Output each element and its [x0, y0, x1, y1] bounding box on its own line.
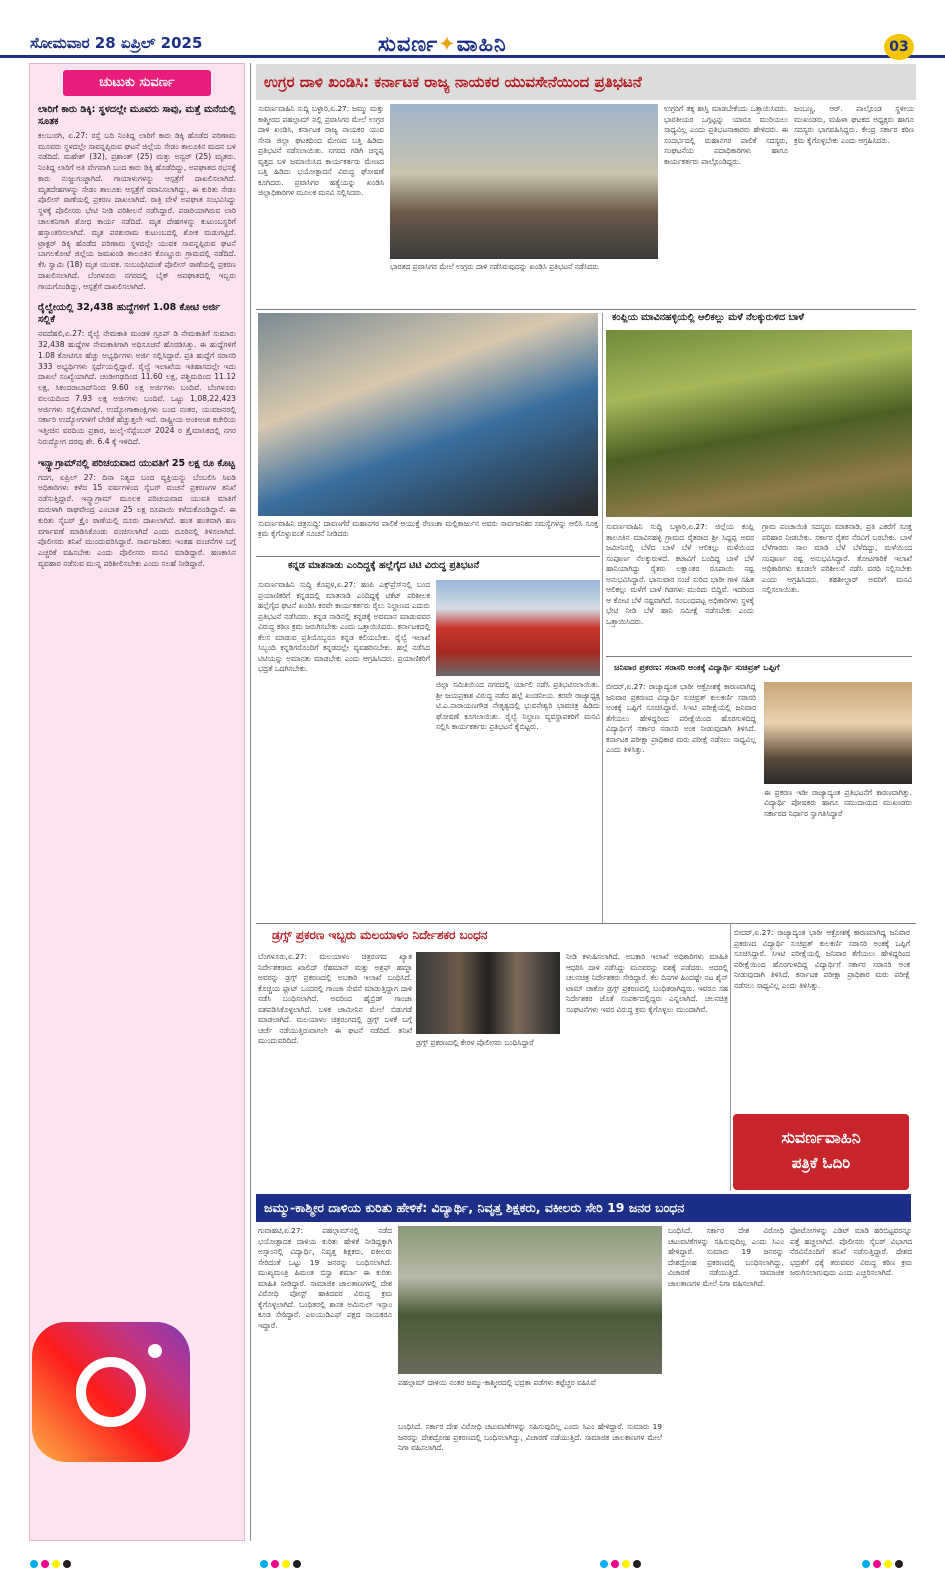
- commissioner-caption: ಸುವರ್ಣವಾಹಿನಿ ಚಿತ್ರಸುದ್ದಿ: ದಾವಣಗೆರೆ ಮಹಾನಗರ ಪಾಲಿಕೆ ಆಯುಕ್ತೆ ರೇಣುಕಾ ಮಲ್ಲಿಕಾರ್ಜುನ ಅವರು ಸಾರ್ವಜನಿಕರ ಸಮಸ್ಯೆಗಳನ್ನು ಆಲಿಸಿ ಸೂಕ್ತ ಕ್ರಮ ಕೈಗೊಳ್ಳುವಂತೆ ಸೂಚನೆ ನೀಡಿದರು: [258, 519, 598, 539]
- student-headline: ಜನಿವಾರ ಪ್ರಕರಣ: ಸರಾಸರಿ ಅಂಕಕ್ಕೆ ವಿದ್ಯಾರ್ಥಿ ಸುಚಿವ್ರತ್ ಒಪ್ಪಿಗೆ: [614, 662, 780, 672]
- briefs-column: [29, 63, 245, 1541]
- instagram-lens: [76, 1357, 146, 1427]
- brief-headline: ಲಾರಿಗೆ ಕಾರು ಡಿಕ್ಕಿ: ಸ್ಥಳದಲ್ಲೇ ಮೂವರು ಸಾವು, ಮತ್ತೆ ಮನೆಯಲ್ಲಿ ಸೂತಕ: [38, 104, 236, 127]
- kashmir-column-1: ಗುವಾಹಟಿ,ಏ.27: ಪಹಲ್ಗಾಮ್‌ನಲ್ಲಿ ನಡೆದ ಭಯೋತ್ಪಾದಕ ದಾಳಿಯ ಕುರಿತು ಹೇಳಿಕೆ ನೀಡಿದ್ದಕ್ಕಾಗಿ ಅಸ್ಸಾಂನಲ್ಲಿ ವಿದ್ಯಾರ್ಥಿ, ನಿವೃತ್ತ ಶಿಕ್ಷಕರು, ವಕೀಲರು ಸೇರಿದಂತೆ ಒಟ್ಟು 19 ಜನರನ್ನು ಬಂಧಿಸಲಾಗಿದೆ. ಮುಖ್ಯಮಂತ್ರಿ ಹಿಮಂತ ಬಿಸ್ವಾ ಶರ್ಮಾ ಈ ಕುರಿತು ಮಾಹಿತಿ ನೀಡಿದ್ದಾರೆ. ಸಾಮಾಜಿಕ ಜಾಲತಾಣಗಳಲ್ಲಿ ದೇಶ ವಿರೋಧಿ ಪೋಸ್ಟ್ ಹಾಕಿದವರ ವಿರುದ್ಧ ಕ್ರಮ ಕೈಗೊಳ್ಳಲಾಗಿದೆ. ಬಂಧಿತರಲ್ಲಿ ಶಾಸಕ ಅಮಿನುಲ್ ಇಸ್ಲಾಂ ಕೂಡ ಸೇರಿದ್ದಾರೆ. ಎಐಯುಡಿಎಫ್ ಪಕ್ಷದ ನಾಯಕರೂ ಇದ್ದಾರೆ.: [258, 1226, 392, 1330]
- kashmir-column-3: ಫೋಟೋಗಳನ್ನು ಎಡಿಟ್ ಮಾಡಿ ಹರಿಬಿಟ್ಟವರನ್ನೂ ಪತ್ತೆ ಹಚ್ಚಲಾಗಿದೆ. ಪೊಲೀಸರು ಸೈಬರ್ ವಿಭಾಗದ ನೆರವಿನೊಂದಿಗೆ ತನಿಖೆ ನಡೆಸುತ್ತಿದ್ದಾರೆ. ದೇಶದ ಭದ್ರತೆಗೆ ಧಕ್ಕೆ ತರುವವರ ವಿರುದ್ಧ ಕಠಿಣ ಕ್ರಮ ಜರುಗಿಸಲಾಗುವುದು ಎಂದು ಎಚ್ಚರಿಸಲಾಗಿದೆ.: [790, 1226, 912, 1278]
- logo-part-2: ವಾಹಿನಿ: [456, 32, 507, 56]
- directors-photo-caption: ಡ್ರಗ್ಸ್ ಪ್ರಕರಣದಲ್ಲಿ ಕೇರಳ ಪೊಲೀಸರು ಬಂಧಿಸಿದ್ದಾರೆ: [416, 1038, 534, 1047]
- print-registration-marks: [260, 1553, 304, 1563]
- lead-column-1: ಸುವರ್ಣವಾಹಿನಿ ಸುದ್ದಿ ಬಳ್ಳಾರಿ,ಏ.27: ಜಮ್ಮು ಮತ್ತು ಕಾಶ್ಮೀರದ ಪಹಲ್ಗಾಮ್ ನಲ್ಲಿ ಪ್ರವಾಸಿಗರ ಮೇಲೆ ಉಗ್ರರ ದಾಳಿ ಖಂಡಿಸಿ, ಕರ್ನಾಟಕ ರಾಜ್ಯ ನಾಯಕರ ಯುವ ಸೇನಾ ಜಿಲ್ಲಾ ಘಟಕದಿಂದ ಮೇಣದ ಬತ್ತಿ ಹಿಡಿದು ಪ್ರತಿಭಟನೆ ನಡೆಸಲಾಯಿತು. ನಗರದ ಗಡಿಗಿ ಚನ್ನಪ್ಪ ವೃತ್ತದ ಬಳಿ ಜಮಾಯಿಸಿದ ಕಾರ್ಯಕರ್ತರು ಮೇಣದ ಬತ್ತಿ ಹಿಡಿದು ಭಯೋತ್ಪಾದನೆ ವಿರುದ್ಧ ಘೋಷಣೆ ಕೂಗಿದರು. ಪ್ರವಾಸಿಗರ ಹತ್ಯೆಯನ್ನು ಖಂಡಿಸಿ ಜಿಲ್ಲಾಧಿಕಾರಿಗಳ ಮೂಲಕ ಮನವಿ ಸಲ್ಲಿಸಿದರು.: [258, 104, 384, 198]
- protest-photo-caption: ಭಾರತದ ಪ್ರವಾಸಿಗರ ಮೇಲೆ ಉಗ್ರರು ದಾಳಿ ನಡೆಸಿರುವುದನ್ನು ಖಂಡಿಸಿ ಪ್ರತಿಭಟನೆ ನಡೆಸಿದರು: [390, 262, 599, 271]
- brief-headline: ಇನ್ಸ್ಟಾಗ್ರಾಮ್‌ನಲ್ಲಿ ಪರಿಚಯವಾದ ಯುವತಿಗೆ 25 ಲಕ್ಷ ರೂ ಕೊಟ್ಟ: [38, 457, 235, 469]
- directors-photo: [416, 952, 560, 1034]
- kashmir-column-continued: ಬಂಧಿಸಿದೆ. ಸರ್ಕಾರ ದೇಶ ವಿರೋಧಿ ಚಟುವಟಿಕೆಗಳನ್ನು ಸಹಿಸುವುದಿಲ್ಲ ಎಂದು ಸಿಎಂ ಹೇಳಿದ್ದಾರೆ. ಸುಮಾರು 19 ಜನರನ್ನು ದೇಶದ್ರೋಹ ಪ್ರಕರಣದಲ್ಲಿ ಬಂಧಿಸಲಾಗಿದ್ದು, ವಿಚಾರಣೆ ನಡೆಯುತ್ತಿದೆ. ಸಾಮಾಜಿಕ ಜಾಲತಾಣಗಳ ಮೇಲೆ ನಿಗಾ ವಹಿಸಲಾಗಿದೆ.: [398, 1422, 662, 1453]
- section-rule: [256, 556, 600, 557]
- student-column: ಬೀದರ್,ಏ.27: ರಾಜ್ಯಾದ್ಯಂತ ಭಾರೀ ಆಕ್ರೋಶಕ್ಕೆ ಕಾರಣವಾಗಿದ್ದ ಜನಿವಾರ ಪ್ರಕರಣದ ವಿದ್ಯಾರ್ಥಿ ಸುಚಿವ್ರತ್ ಕುಲಕರ್ಣಿ ಸರಾಸರಿ ಅಂಕಕ್ಕೆ ಒಪ್ಪಿಗೆ ಸೂಚಿಸಿದ್ದಾರೆ. ಸಿಇಟಿ ಪರೀಕ್ಷೆಯಲ್ಲಿ ಜನಿವಾರ ತೆಗೆಯಲು ಹೇಳಿದ್ದರಿಂದ ಪರೀಕ್ಷೆಯಿಂದ ಹೊರಗುಳಿದಿದ್ದ ವಿದ್ಯಾರ್ಥಿಗೆ ಸರ್ಕಾರ ಸರಾಸರಿ ಅಂಕ ನೀಡುವುದಾಗಿ ತಿಳಿಸಿದೆ. ಕರ್ನಾಟಕ ಪರೀಕ್ಷಾ ಪ್ರಾಧಿಕಾರ ಮರು ಪರೀಕ್ಷೆ ನಡೆಸಲು ಸಾಧ್ಯವಿಲ್ಲ ಎಂದು ತಿಳಿಸಿತ್ತು.: [606, 682, 756, 755]
- banner-line-1: ಸುವರ್ಣವಾಹಿನಿ: [781, 1128, 861, 1147]
- brief-headline: ರೈಲ್ವೇಯಲ್ಲಿ 32,438 ಹುದ್ದೆಗಳಿಗೆ 1.08 ಕೋಟಿ ಅರ್ಜಿ ಸಲ್ಲಿಕೆ: [38, 302, 221, 326]
- drugs-column-2: ನೀಡಿ ಕಳುಹಿಸಲಾಗಿದೆ. ಅಬಕಾರಿ ಇಲಾಖೆ ಅಧಿಕಾರಿಗಳು ಮಾಹಿತಿ ಆಧರಿಸಿ ದಾಳಿ ನಡೆಸಿದ್ದು ಮೂವರನ್ನು ವಶಕ್ಕೆ ಪಡೆದರು. ಅದರಲ್ಲಿ ಚಲನಚಿತ್ರ ನಿರ್ದೇಶಕರು ಸೇರಿದ್ದಾರೆ. ಕೆಲ ದಿನಗಳ ಹಿಂದಷ್ಟೇ ನಟ ಶೈನ್ ಟಾಮ್ ಚಾಕೋ ಡ್ರಗ್ಸ್ ಪ್ರಕರಣದಲ್ಲಿ ಬಂಧಿತರಾಗಿದ್ದರು. ಇವರೂ ಸಹ ನಿರ್ದೇಶಕರ ಜೊತೆ ಸಂಪರ್ಕದಲ್ಲಿದ್ದರು ಎನ್ನಲಾಗಿದೆ. ಚಲನಚಿತ್ರ ಸಂಘಟನೆಗಳು ಇವರ ವಿರುದ್ಧ ಕ್ರಮ ಕೈಗೊಳ್ಳಲು ಮುಂದಾಗಿವೆ.: [566, 952, 728, 1014]
- masthead-bar: [0, 0, 945, 58]
- section-rule: [606, 656, 912, 657]
- lead-column-4: ಜಂಬಣ್ಣ, ಆರ್. ಪಾಲ್ಗೊಂಡ ಸ್ಥಳೀಯ ಮುಖಂಡರು, ಮಹಿಳಾ ಘಟಕದ ಅಧ್ಯಕ್ಷರು ಹಾಗೂ ಸದಸ್ಯರು ಭಾಗವಹಿಸಿದ್ದರು. ಕೇಂದ್ರ ಸರ್ಕಾರ ಕಠಿಣ ಕ್ರಮ ಕೈಗೊಳ್ಳಬೇಕು ಎಂದು ಆಗ್ರಹಿಸಿದರು.: [794, 104, 914, 145]
- lead-column-3: ಉಗ್ರರಿಗೆ ತಕ್ಕ ಶಾಸ್ತಿ ಮಾಡಬೇಕೆಂದು ಒತ್ತಾಯಿಸಿದರು. ಭಾರತೀಯರ ಒಗ್ಗಟ್ಟನ್ನು ಯಾರೂ ಮುರಿಯಲು ಸಾಧ್ಯವಿಲ್ಲ ಎಂದು ಪ್ರತಿಭಟನಾಕಾರರು ಹೇಳಿದರು. ಈ ಸಂದರ್ಭದಲ್ಲಿ ಮಹಾನಗರ ಪಾಲಿಕೆ ಸದಸ್ಯರು, ಸಂಘಟನೆಯ ಪದಾಧಿಕಾರಿಗಳು ಹಾಗೂ ಕಾರ್ಯಕರ್ತರು ಪಾಲ್ಗೊಂಡಿದ್ದರು.: [664, 104, 788, 166]
- drugs-column-1: ಬೆಂಗಳೂರು,ಏ.27: ಮಲಯಾಳಂ ಚಿತ್ರರಂಗದ ಖ್ಯಾತ ನಿರ್ದೇಶಕರಾದ ಖಾಲಿದ್ ರೆಹಮಾನ್ ಮತ್ತು ಅಶ್ರಫ್ ಹಮ್ಜಾ ಅವರನ್ನು ಡ್ರಗ್ಸ್ ಪ್ರಕರಣದಲ್ಲಿ ಅಬಕಾರಿ ಇಲಾಖೆ ಬಂಧಿಸಿದೆ. ಕೊಚ್ಚಿಯ ಫ್ಲಾಟ್ ಒಂದರಲ್ಲಿ ಗಾಂಜಾ ಸೇವನೆ ಮಾಡುತ್ತಿದ್ದಾಗ ದಾಳಿ ನಡೆಸಿ ಬಂಧಿಸಲಾಗಿದೆ. ಅವರಿಂದ ಹೈಬ್ರಿಡ್ ಗಾಂಜಾ ವಶಪಡಿಸಿಕೊಳ್ಳಲಾಗಿದೆ. ಬಳಿಕ ಜಾಮೀನಿನ ಮೇಲೆ ಬಿಡುಗಡೆ ಮಾಡಲಾಗಿದೆ. ಮಲಯಾಳಂ ಚಿತ್ರರಂಗದಲ್ಲಿ ಡ್ರಗ್ಸ್ ಬಳಕೆ ಬಗ್ಗೆ ಚರ್ಚೆ ನಡೆಯುತ್ತಿರುವಾಗಲೇ ಈ ಘಟನೆ ನಡೆದಿದೆ. ತನಿಖೆ ಮುಂದುವರಿದಿದೆ.: [258, 952, 412, 1046]
- brief-story: [30, 100, 244, 298]
- subscribe-banner: [733, 1114, 909, 1190]
- page-number: 03: [884, 34, 914, 60]
- print-registration-marks: [600, 1553, 644, 1563]
- logo-flame-icon: ✦: [438, 32, 457, 56]
- protest-photo: [390, 104, 658, 259]
- brief-story: [30, 298, 244, 453]
- banana-crop-photo: [606, 330, 912, 517]
- newspaper-logo: [378, 32, 507, 57]
- banana-column-1: ಸುವರ್ಣವಾಹಿನಿ ಸುದ್ದಿ ಬಳ್ಳಾರಿ,ಏ.27: ಜಿಲ್ಲೆಯ ಕಂಪ್ಲಿ ತಾಲೂಕಿನ ಮಾವಿನಹಳ್ಳಿ ಗ್ರಾಮದ ರೈತರಾದ ಶ್ರೀ ಸಿದ್ದಪ್ಪ ಅವರ ಜಮೀನಿನಲ್ಲಿ ಬೆಳೆದ ಬಾಳೆ ಬೆಳೆ ಆಲಿಕಲ್ಲು ಮಳೆಯಿಂದ ಸಂಪೂರ್ಣ ನೆಲಕ್ಕುರುಳಿದೆ. ಕಟಾವಿಗೆ ಬಂದಿದ್ದ ಬಾಳೆ ಬೆಳೆ ಹಾನಿಯಾಗಿದ್ದು ರೈತರು ಲಕ್ಷಾಂತರ ರೂಪಾಯಿ ನಷ್ಟ ಅನುಭವಿಸಿದ್ದಾರೆ. ಭಾನುವಾರ ಸಂಜೆ ಸುರಿದ ಭಾರೀ ಗಾಳಿ ಸಹಿತ ಆಲಿಕಲ್ಲು ಮಳೆಗೆ ಬಾಳೆ ಗಿಡಗಳು ಮುರಿದು ಬಿದ್ದಿವೆ. ಇದರಿಂದ ಆ ಕೋಟಿ ಬೆಳೆ ನಷ್ಟವಾಗಿದೆ. ಸಂಬಂಧಪಟ್ಟ ಅಧಿಕಾರಿಗಳು ಸ್ಥಳಕ್ಕೆ ಭೇಟಿ ನೀಡಿ ಬೆಳೆ ಹಾನಿ ಸಮೀಕ್ಷೆ ನಡೆಸಬೇಕು ಎಂದು ಒತ್ತಾಯಿಸಿದರು.: [606, 522, 754, 626]
- student-photo-caption: ಈ ಪ್ರಕರಣ ಇಡೀ ರಾಜ್ಯಾದ್ಯಂತ ಪ್ರತಿಭಟನೆಗೆ ಕಾರಣವಾಗಿತ್ತು. ವಿದ್ಯಾರ್ಥಿ ಪೋಷಕರು ಹಾಗೂ ಸಮುದಾಯದ ಮುಖಂಡರು ಸರ್ಕಾರದ ನಿರ್ಧಾರ ಸ್ವಾಗತಿಸಿದ್ದಾರೆ: [764, 788, 912, 818]
- issue-date: ಸೋಮವಾರ 28 ಏಪ್ರಿಲ್ 2025: [30, 34, 203, 52]
- column-divider: [602, 313, 603, 923]
- section-rule: [256, 309, 916, 310]
- train-headline: ಕನ್ನಡ ಮಾತನಾಡು ಎಂದಿದ್ದಕ್ಕೆ ಹಲ್ಲೆಗೈದ ಟಿಟಿ ವಿರುದ್ಧ ಪ್ರತಿಭಟನೆ: [288, 560, 480, 571]
- banana-headline: ಕಂಪ್ಲಿಯ ಮಾವಿನಹಳ್ಳಿಯಲ್ಲಿ ಆಲಿಕಲ್ಲು ಮಳೆ ನೆಲಕ್ಕುರುಳಿದ ಬಾಳೆ: [612, 312, 804, 323]
- column-divider: [250, 63, 251, 1541]
- brief-body: ನವದೆಹಲಿ,ಏ.27: ರೈಲ್ವೆ ನೇಮಕಾತಿ ಮಂಡಳಿ ಗ್ರೂಪ್ ಡಿ ನೇಮಕಾತಿಗೆ ಸುಮಾರು 32,438 ಹುದ್ದೆಗಳ ನೇಮಕಾತಿಗಾಗಿ ಅಧಿಸೂಚನೆ ಹೊರಡಿಸಿತ್ತು. ಈ ಹುದ್ದೆಗಳಿಗೆ 1.08 ಕೋಟಿಗೂ ಹೆಚ್ಚು ಅಭ್ಯರ್ಥಿಗಳು ಅರ್ಜಿ ಸಲ್ಲಿಸಿದ್ದಾರೆ. ಪ್ರತಿ ಹುದ್ದೆಗೆ ಸರಾಸರಿ 333 ಅಭ್ಯರ್ಥಿಗಳು ಸ್ಪರ್ಧೆಯಲ್ಲಿದ್ದಾರೆ. ರೈಲ್ವೆ ಇಲಾಖೆಯ ಇತಿಹಾಸದಲ್ಲೇ ಇದು ದಾಖಲೆ ಸಂಖ್ಯೆಯಾಗಿದೆ. ಚಂಡೀಗಢದಿಂದ 11.60 ಲಕ್ಷ, ಪಶ್ಚಿಮದಿಂದ 11.12 ಲಕ್ಷ, ಸಿಕಂದರಾಬಾದ್‌ನಿಂದ 9.60 ಲಕ್ಷ ಅರ್ಜಿಗಳು ಬಂದಿವೆ. ಬೆಂಗಳೂರು ವಲಯದಿಂದ 7.93 ಲಕ್ಷ ಅರ್ಜಿಗಳು ಬಂದಿವೆ. ಒಟ್ಟು 1,08,22,423 ಅರ್ಜಿಗಳು ಸಲ್ಲಿಕೆಯಾಗಿವೆ. ಉದ್ಯೋಗಾಕಾಂಕ್ಷಿಗಳು ಬಂದ ನಂತರ, ಯುವಜನರಲ್ಲಿ ಸರ್ಕಾರಿ ಉದ್ಯೋಗಗಳಿಗೆ ಬೇಡಿಕೆ ಹೆಚ್ಚುತ್ತಲೇ ಇದೆ. ರಾಷ್ಟ್ರೀಯ ಅಂಕಿಅಂಶ ಕಚೇರಿಯ ಇತ್ತೀಚಿನ ವರದಿಯ ಪ್ರಕಾರ, ಜುಲೈ-ಸೆಪ್ಟೆಂಬರ್ 2024 ರ ತ್ರೈಮಾಸಿಕದಲ್ಲಿ ನಗರ ನಿರುದ್ಯೋಗ ದರವು ಶೇ. 6.4 ಕ್ಕೆ ಇಳಿದಿದೆ.: [38, 329, 236, 447]
- train-photo: [436, 580, 600, 676]
- commissioner-photo: [258, 313, 598, 516]
- banner-line-2: ಪತ್ರಿಕೆ ಓದಿರಿ: [791, 1154, 851, 1172]
- brief-body: ಗದಗ, ಏಪ್ರಿಲ್ 27: ದಿನಾ ನಿತ್ಯದ ಬಂದ ವ್ಯಕ್ತಿಯನ್ನು ಬೆಂಬಲಿಸಿ ಸಿಐಡಿ ಅಧಿಕಾರಿಗಳು ಕಳೆದ 15 ವರ್ಷಗಳಿಂದ ಸೈಬರ್ ವಂಚನೆ ಪ್ರಕರಣಗಳ ತನಿಖೆ ನಡೆಸುತ್ತಿದ್ದಾರೆ. ಇನ್ಸ್ಟಾಗ್ರಾಮ್ ಮೂಲಕ ಪರಿಚಯವಾದ ಯುವತಿ ಮಾತಿಗೆ ಮರುಳಾಗಿ ರಾಘವೇಂದ್ರ ಎಂಬಾತ 25 ಲಕ್ಷ ರೂಪಾಯಿ ಕಳೆದುಕೊಂಡಿದ್ದಾನೆ. ಈ ಕುರಿತು ಸೈಬರ್ ಕ್ರೈಂ ಠಾಣೆಯಲ್ಲಿ ದೂರು ದಾಖಲಾಗಿದೆ. ಹಂತ ಹಂತವಾಗಿ ಹಣ ವರ್ಗಾವಣೆ ಮಾಡಿಸಿಕೊಂಡು ವಂಚಿಸಲಾಗಿದೆ ಎಂದು ದೂರಿನಲ್ಲಿ ತಿಳಿಸಲಾಗಿದೆ. ಪೊಲೀಸರು ತನಿಖೆ ಮುಂದುವರಿಸಿದ್ದಾರೆ. ಸಾರ್ವಜನಿಕರು ಇಂತಹ ವಂಚನೆಗಳ ಬಗ್ಗೆ ಎಚ್ಚರಿಕೆ ವಹಿಸಬೇಕು ಎಂದು ಪೊಲೀಸರು ಮನವಿ ಮಾಡಿದ್ದಾರೆ. ಹಣಕಾಸಿನ ವ್ಯವಹಾರ ನಡೆಸುವ ಮುನ್ನ ಪರಿಶೀಲಿಸಬೇಕು ಎಂದು ಸಲಹೆ ನೀಡಿದ್ದಾರೆ.: [38, 472, 236, 568]
- train-column-2: ಜಿಲ್ಲಾ ಸಮಿತಿಯಿಂದ ನಗರದಲ್ಲಿ ರ್ಯಾಲಿ ನಡೆಸಿ ಪ್ರತಿಭಟಿಸಲಾಯಿತು. ಶ್ರೀ ಜಯಪ್ರಕಾಶ ವಿರುದ್ಧ ನಡೆದ ಹಲ್ಲೆ ಖಂಡನೀಯ. ಕರವೇ ರಾಜ್ಯಾಧ್ಯಕ್ಷ ಟಿ.ಎ.ನಾರಾಯಣಗೌಡ ನೇತೃತ್ವದಲ್ಲಿ ಭುವನೇಶ್ವರಿ ಭಾವಚಿತ್ರ ಹಿಡಿದು ಘೋಷಣೆ ಕೂಗಲಾಯಿತು. ರೈಲ್ವೆ ನಿಲ್ದಾಣ ವ್ಯವಸ್ಥಾಪಕರಿಗೆ ಮನವಿ ಸಲ್ಲಿಸಿ ಕಾರ್ಯಕರ್ತರು ಪ್ರತಿಭಟನೆ ಕೈಬಿಟ್ಟರು.: [436, 680, 600, 732]
- brief-body: ಕಲಬುರಗಿ, ಏ.27: ರಸ್ತೆ ಬದಿ ನಿಂತಿದ್ದ ಲಾರಿಗೆ ಕಾರು ಡಿಕ್ಕಿ ಹೊಡೆದ ಪರಿಣಾಮ ಮೂವರು ಸ್ಥಳದಲ್ಲೇ ಸಾವನ್ನಪ್ಪಿರುವ ಘಟನೆ ಜಿಲ್ಲೆಯ ಸೇಡಂ ತಾಲೂಕಿನ ಮದನ ಬಳಿ ನಡೆದಿದೆ. ಮಹೇಶ್ (32), ಪ್ರಶಾಂತ್ (25) ಮತ್ತು ಅನ್ವರ್ (25) ಮೃತರು. ನಿಂತಿದ್ದ ಲಾರಿಗೆ ಅತಿ ವೇಗವಾಗಿ ಬಂದ ಕಾರು ಡಿಕ್ಕಿ ಹೊಡೆದಿದ್ದು, ಅಪಘಾತದ ರಭಸಕ್ಕೆ ಕಾರು ನುಜ್ಜುಗುಜ್ಜಾಗಿದೆ. ಗಾಯಾಳುಗಳನ್ನು ಆಸ್ಪತ್ರೆಗೆ ದಾಖಲಿಸಲಾಗಿದೆ. ಮೃತದೇಹಗಳನ್ನು ಸೇಡಂ ತಾಲೂಕು ಆಸ್ಪತ್ರೆಗೆ ರವಾನಿಸಲಾಗಿದ್ದು, ಈ ಕುರಿತು ಸೇಡಂ ಪೊಲೀಸ್ ಠಾಣೆಯಲ್ಲಿ ಪ್ರಕರಣ ದಾಖಲಾಗಿದೆ. ರಾತ್ರಿ ವೇಳೆ ಅಪಘಾತ ಸಂಭವಿಸಿದ್ದು ಸ್ಥಳಕ್ಕೆ ಪೊಲೀಸರು ಭೇಟಿ ನೀಡಿ ಪರಿಶೀಲನೆ ನಡೆಸಿದ್ದಾರೆ. ಪರಾರಿಯಾಗಿರುವ ಲಾರಿ ಚಾಲಕನಿಗಾಗಿ ಶೋಧ ಕಾರ್ಯ ನಡೆದಿದೆ. ಮೃತ ದೇಹಗಳನ್ನು ಕುಟುಂಬಸ್ಥರಿಗೆ ಹಸ್ತಾಂತರಿಸಲಾಗಿದೆ. ಮೃತ ಪರಶುರಾಮ ಕುಟುಂಬದಲ್ಲಿ ಶೋಕ ಮಡುಗಟ್ಟಿದೆ. ಟ್ರಾಕ್ಟರ್ ಡಿಕ್ಕಿ ಹೊಡೆದ ಪರಿಣಾಮ ಸ್ಥಳದಲ್ಲೇ ಯುವಕ ಸಾವನ್ನಪ್ಪಿರುವ ಘಟನೆ ಬಾಗಲಕೋಟೆ ಜಿಲ್ಲೆಯ ಜಮಖಂಡಿ ತಾಲೂಕಿನ ಕೊಣ್ಣೂರು ಗ್ರಾಮದಲ್ಲಿ ನಡೆದಿದೆ. ಕೆಸಿ ಸ್ವಾಮಿ (18) ಮೃತ ಯುವಕ. ಸಂಬಂಧಿಸಿದಂತೆ ಪೊಲೀಸ್ ಠಾಣೆಯಲ್ಲಿ ಪ್ರಕರಣ ದಾಖಲಿಸಲಾಗಿದೆ. ಬೆಂಗಳೂರು ನಗರದಲ್ಲಿ ಬೈಕ್ ಅಪಘಾತದಲ್ಲಿ ಇಬ್ಬರು ಗಾಯಗೊಂಡಿದ್ದು, ಆಸ್ಪತ್ರೆಗೆ ದಾಖಲಿಸಲಾಗಿದೆ.: [38, 130, 236, 291]
- print-registration-marks: [862, 1553, 906, 1563]
- briefs-section-title: ಚುಟುಕು ಸುವರ್ಣ: [63, 70, 211, 96]
- brief-story: [30, 454, 244, 576]
- student-photo: [764, 682, 912, 784]
- section-rule: [256, 923, 916, 924]
- instagram-icon: [32, 1322, 190, 1462]
- drugs-headline: ಡ್ರಗ್ಸ್ ಪ್ರಕರಣ ಇಬ್ಬರು ಮಲಯಾಳಂ ನಿರ್ದೇಶಕರ ಬಂಧನ: [272, 928, 488, 942]
- train-column-1: ಸುವರ್ಣವಾಹಿನಿ ಸುದ್ದಿ ಕೊಪ್ಪಳ,ಏ.27: ಹಂಪಿ ಎಕ್ಸ್‌ಪ್ರೆಸ್‌ನಲ್ಲಿ ಬಂದ ಪ್ರಯಾಣಿಕರಿಗೆ ಕನ್ನಡದಲ್ಲಿ ಮಾತನಾಡಿ ಎಂದಿದ್ದಕ್ಕೆ ಟಿಕೆಟ್ ಪರಿಶೀಲಕ ಹಲ್ಲೆಗೈದ ಘಟನೆ ಖಂಡಿಸಿ ಕರವೇ ಕಾರ್ಯಕರ್ತರು ರೈಲು ನಿಲ್ದಾಣದ ಎದುರು ಪ್ರತಿಭಟನೆ ನಡೆಸಿದರು. ಕನ್ನಡ ನಾಡಿನಲ್ಲಿ ಕನ್ನಡಕ್ಕೆ ಅವಮಾನ ಮಾಡುವವರ ವಿರುದ್ಧ ಕಠಿಣ ಕ್ರಮ ಜರುಗಿಸಬೇಕು ಎಂದು ಒತ್ತಾಯಿಸಿದರು. ಕರ್ನಾಟಕದಲ್ಲಿ ಕೆಲಸ ಮಾಡುವ ಪ್ರತಿಯೊಬ್ಬರೂ ಕನ್ನಡ ಕಲಿಯಬೇಕು. ರೈಲ್ವೆ ಇಲಾಖೆ ಸಿಬ್ಬಂದಿ ಕನ್ನಡಿಗರೊಂದಿಗೆ ಕನ್ನಡದಲ್ಲೇ ವ್ಯವಹರಿಸಬೇಕು. ಹಲ್ಲೆ ನಡೆಸಿದ ಟಿಟಿಯನ್ನು ಅಮಾನತು ಮಾಡಬೇಕು ಎಂದು ಆಗ್ರಹಿಸಿದರು. ಪ್ರಯಾಣಿಕರಿಗೆ ಭದ್ರತೆ ಒದಗಿಸಬೇಕು.: [258, 580, 430, 674]
- kashmir-headline: ಜಮ್ಮು-ಕಾಶ್ಮೀರ ದಾಳಿಯ ಕುರಿತು ಹೇಳಿಕೆ: ವಿದ್ಯಾರ್ಥಿ, ನಿವೃತ್ತ ಶಿಕ್ಷಕರು, ವಕೀಲರು ಸೇರಿ 19 ಜನರ ಬಂಧನ: [256, 1194, 911, 1222]
- column-divider: [730, 923, 731, 1191]
- banana-column-2: ಗ್ರಾಮ ಪಂಚಾಯಿತಿ ಸದಸ್ಯರು ಮಾತನಾಡಿ, ಪ್ರತಿ ಎಕರೆಗೆ ಸೂಕ್ತ ಪರಿಹಾರ ನೀಡಬೇಕು. ಸರ್ಕಾರ ರೈತರ ನೆರವಿಗೆ ಬರಬೇಕು. ಬಾಳೆ ಬೆಳೆಗಾರರು ಸಾಲ ಮಾಡಿ ಬೆಳೆ ಬೆಳೆದಿದ್ದು, ಮಳೆಯಿಂದ ಸಂಪೂರ್ಣ ನಷ್ಟ ಅನುಭವಿಸಿದ್ದಾರೆ. ತೋಟಗಾರಿಕೆ ಇಲಾಖೆ ಅಧಿಕಾರಿಗಳು ಕೂಡಲೇ ಪರಿಶೀಲನೆ ನಡೆಸಿ ವರದಿ ಸಲ್ಲಿಸಬೇಕು ಎಂದು ಆಗ್ರಹಿಸಿದರು. ತಹಶೀಲ್ದಾರ್ ಅವರಿಗೆ ಮನವಿ ಸಲ್ಲಿಸಲಾಯಿತು.: [762, 522, 912, 595]
- logo-part-1: ಸುವರ್ಣ: [378, 32, 439, 56]
- student-continued-column: ಬೀದರ್,ಏ.27: ರಾಜ್ಯಾದ್ಯಂತ ಭಾರೀ ಆಕ್ರೋಶಕ್ಕೆ ಕಾರಣವಾಗಿದ್ದ ಜನಿವಾರ ಪ್ರಕರಣದ ವಿದ್ಯಾರ್ಥಿ ಸುಚಿವ್ರತ್ ಕುಲಕರ್ಣಿ ಸರಾಸರಿ ಅಂಕಕ್ಕೆ ಒಪ್ಪಿಗೆ ಸೂಚಿಸಿದ್ದಾರೆ. ಸಿಇಟಿ ಪರೀಕ್ಷೆಯಲ್ಲಿ ಜನಿವಾರ ತೆಗೆಯಲು ಹೇಳಿದ್ದರಿಂದ ಪರೀಕ್ಷೆಯಿಂದ ಹೊರಗುಳಿದಿದ್ದ ವಿದ್ಯಾರ್ಥಿಗೆ ಸರ್ಕಾರ ಸರಾಸರಿ ಅಂಕ ನೀಡುವುದಾಗಿ ತಿಳಿಸಿದೆ. ಕರ್ನಾಟಕ ಪರೀಕ್ಷಾ ಪ್ರಾಧಿಕಾರ ಮರು ಪರೀಕ್ಷೆ ನಡೆಸಲು ಸಾಧ್ಯವಿಲ್ಲ ಎಂದು ತಿಳಿಸಿತ್ತು.: [734, 928, 910, 990]
- kashmir-column-2: ಬಂಧಿಸಿದೆ. ಸರ್ಕಾರ ದೇಶ ವಿರೋಧಿ ಚಟುವಟಿಕೆಗಳನ್ನು ಸಹಿಸುವುದಿಲ್ಲ ಎಂದು ಸಿಎಂ ಹೇಳಿದ್ದಾರೆ. ಸುಮಾರು 19 ಜನರನ್ನು ದೇಶದ್ರೋಹ ಪ್ರಕರಣದಲ್ಲಿ ಬಂಧಿಸಲಾಗಿದ್ದು, ವಿಚಾರಣೆ ನಡೆಯುತ್ತಿದೆ. ಸಾಮಾಜಿಕ ಜಾಲತಾಣಗಳ ಮೇಲೆ ನಿಗಾ ವಹಿಸಲಾಗಿದೆ.: [668, 1226, 784, 1288]
- lead-headline: ಉಗ್ರರ ದಾಳಿ ಖಂಡಿಸಿ: ಕರ್ನಾಟಕ ರಾಜ್ಯ ನಾಯಕರ ಯುವಸೇನೆಯಿಂದ ಪ್ರತಿಭಟನೆ: [256, 64, 916, 100]
- instagram-flash: [148, 1344, 162, 1358]
- security-forces-caption: ಪಹಲ್ಗಾಮ್ ದಾಳಿಯ ನಂತರ ಜಮ್ಮು-ಕಾಶ್ಮೀರದಲ್ಲಿ ಭದ್ರತಾ ಪಡೆಗಳು ಕಟ್ಟೆಚ್ಚರ ವಹಿಸಿವೆ: [398, 1378, 596, 1387]
- security-forces-photo: [398, 1226, 662, 1374]
- print-registration-marks: [30, 1553, 74, 1563]
